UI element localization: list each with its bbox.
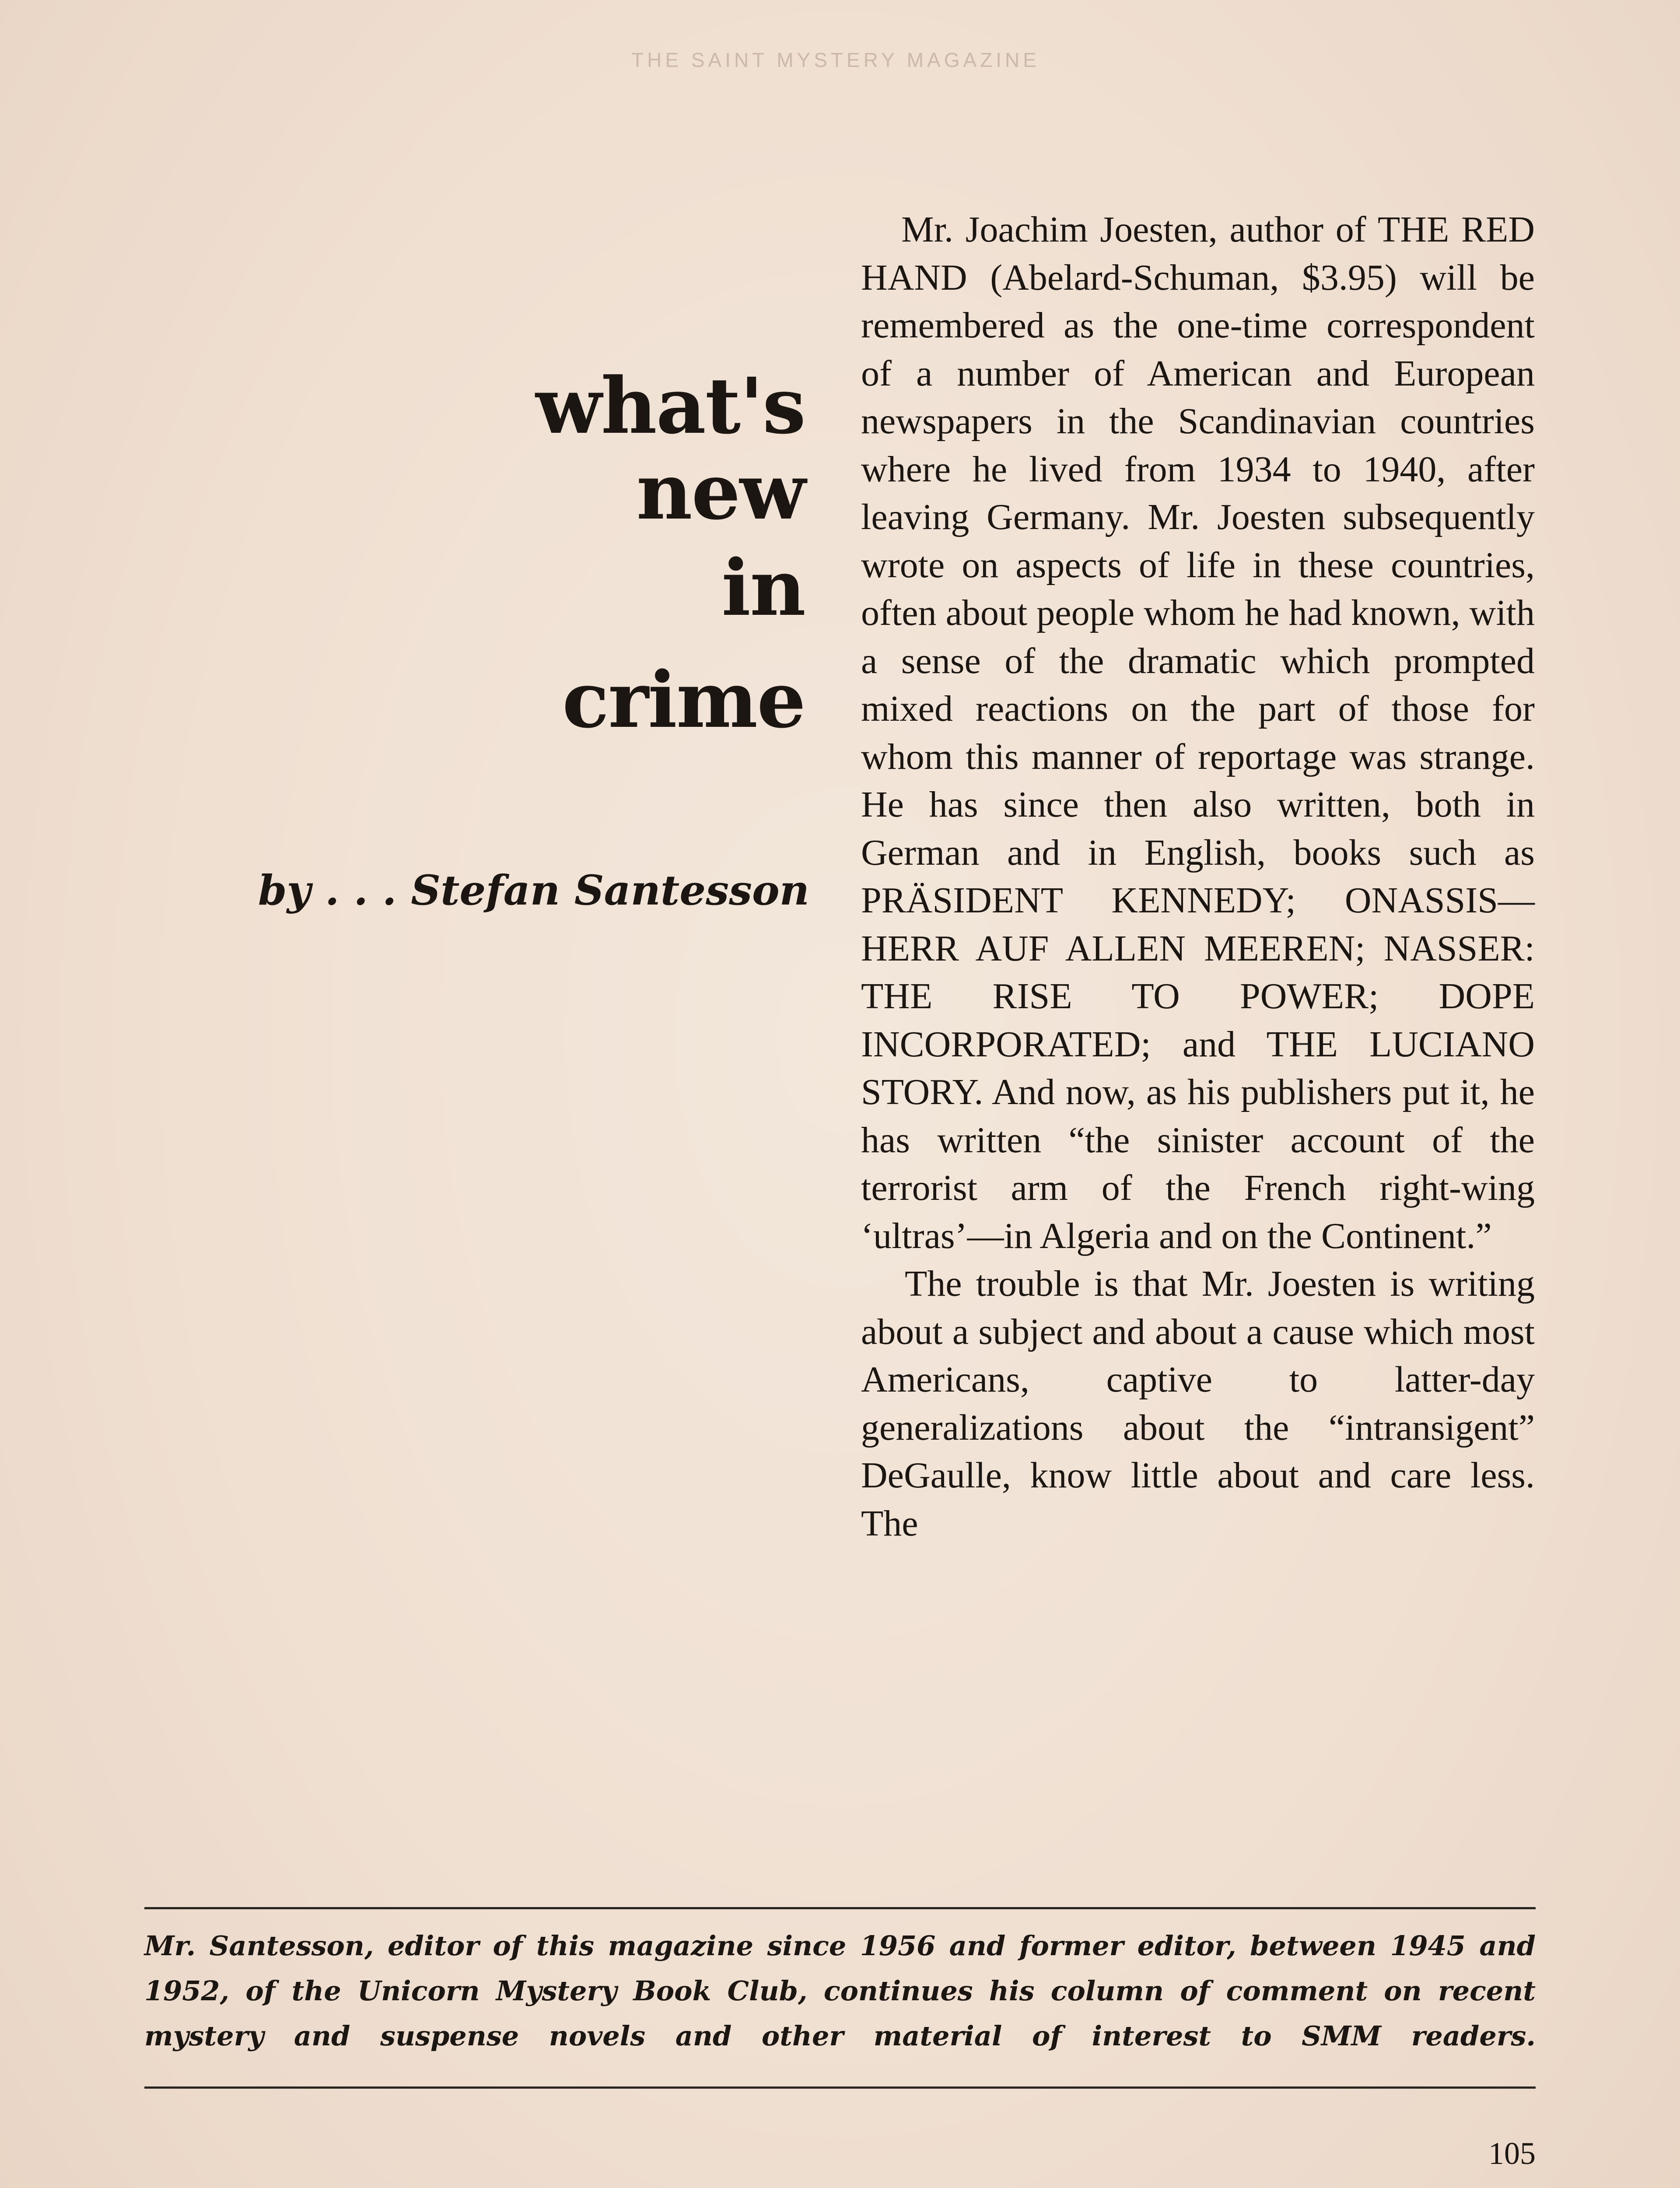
title-line-whats: what's bbox=[536, 361, 805, 451]
article-body bbox=[861, 206, 1535, 1547]
body-paragraph: Mr. Joachim Joesten, author of THE RED HAND (Abelard-Schuman, $3.95) will be remembered as the one-time correspondent of a number of American and European newspapers in the Scandinavian countries where he lived from 1934 to 1940, after leaving Germany. Mr. Joesten subsequently wrote on aspects of life in these countries, often about people whom he had known, with a sense of the dramatic which prompted mixed reactions on the part of those for whom this manner of reportage was strange. He has since then also written, both in German and in English, books such as PRÄSIDENT KENNEDY; ONASSIS—HERR AUF ALLEN MEEREN; NASSER: THE RISE TO POWER; DOPE INCORPORATED; and THE LUCIANO STORY. And now, as his publishers put it, he has written “the sinister account of the terrorist arm of the French right-wing ‘ultras’—in Algeria and on the Continent.” bbox=[861, 209, 1535, 1256]
editor-note: Mr. Santesson, editor of this magazine since 1956 and former editor, between 1945 and 1952, of the Unicorn Mystery Book Club, continues his column of comment on recent mystery and suspense novels and other material of interest to SMM readers. bbox=[144, 1930, 1536, 2052]
byline: by . . . Stefan Santesson bbox=[258, 866, 809, 915]
editor-note-bottom-rule bbox=[144, 2086, 1536, 2089]
title-line-new: new bbox=[636, 446, 805, 537]
title-line-in: in bbox=[721, 543, 805, 633]
body-paragraph: The trouble is that Mr. Joesten is writing about a subject and about a cause which most Americans, captive to latter-day generalizations about the “intransigent” DeGaulle, know little about and care less. The bbox=[861, 1263, 1535, 1544]
title-line-crime: crime bbox=[562, 655, 805, 745]
page-number: 105 bbox=[1488, 2136, 1536, 2171]
editor-note-top-rule bbox=[144, 1907, 1536, 1909]
running-head: THE SAINT MYSTERY MAGAZINE bbox=[631, 49, 1040, 71]
article-title bbox=[131, 363, 805, 743]
